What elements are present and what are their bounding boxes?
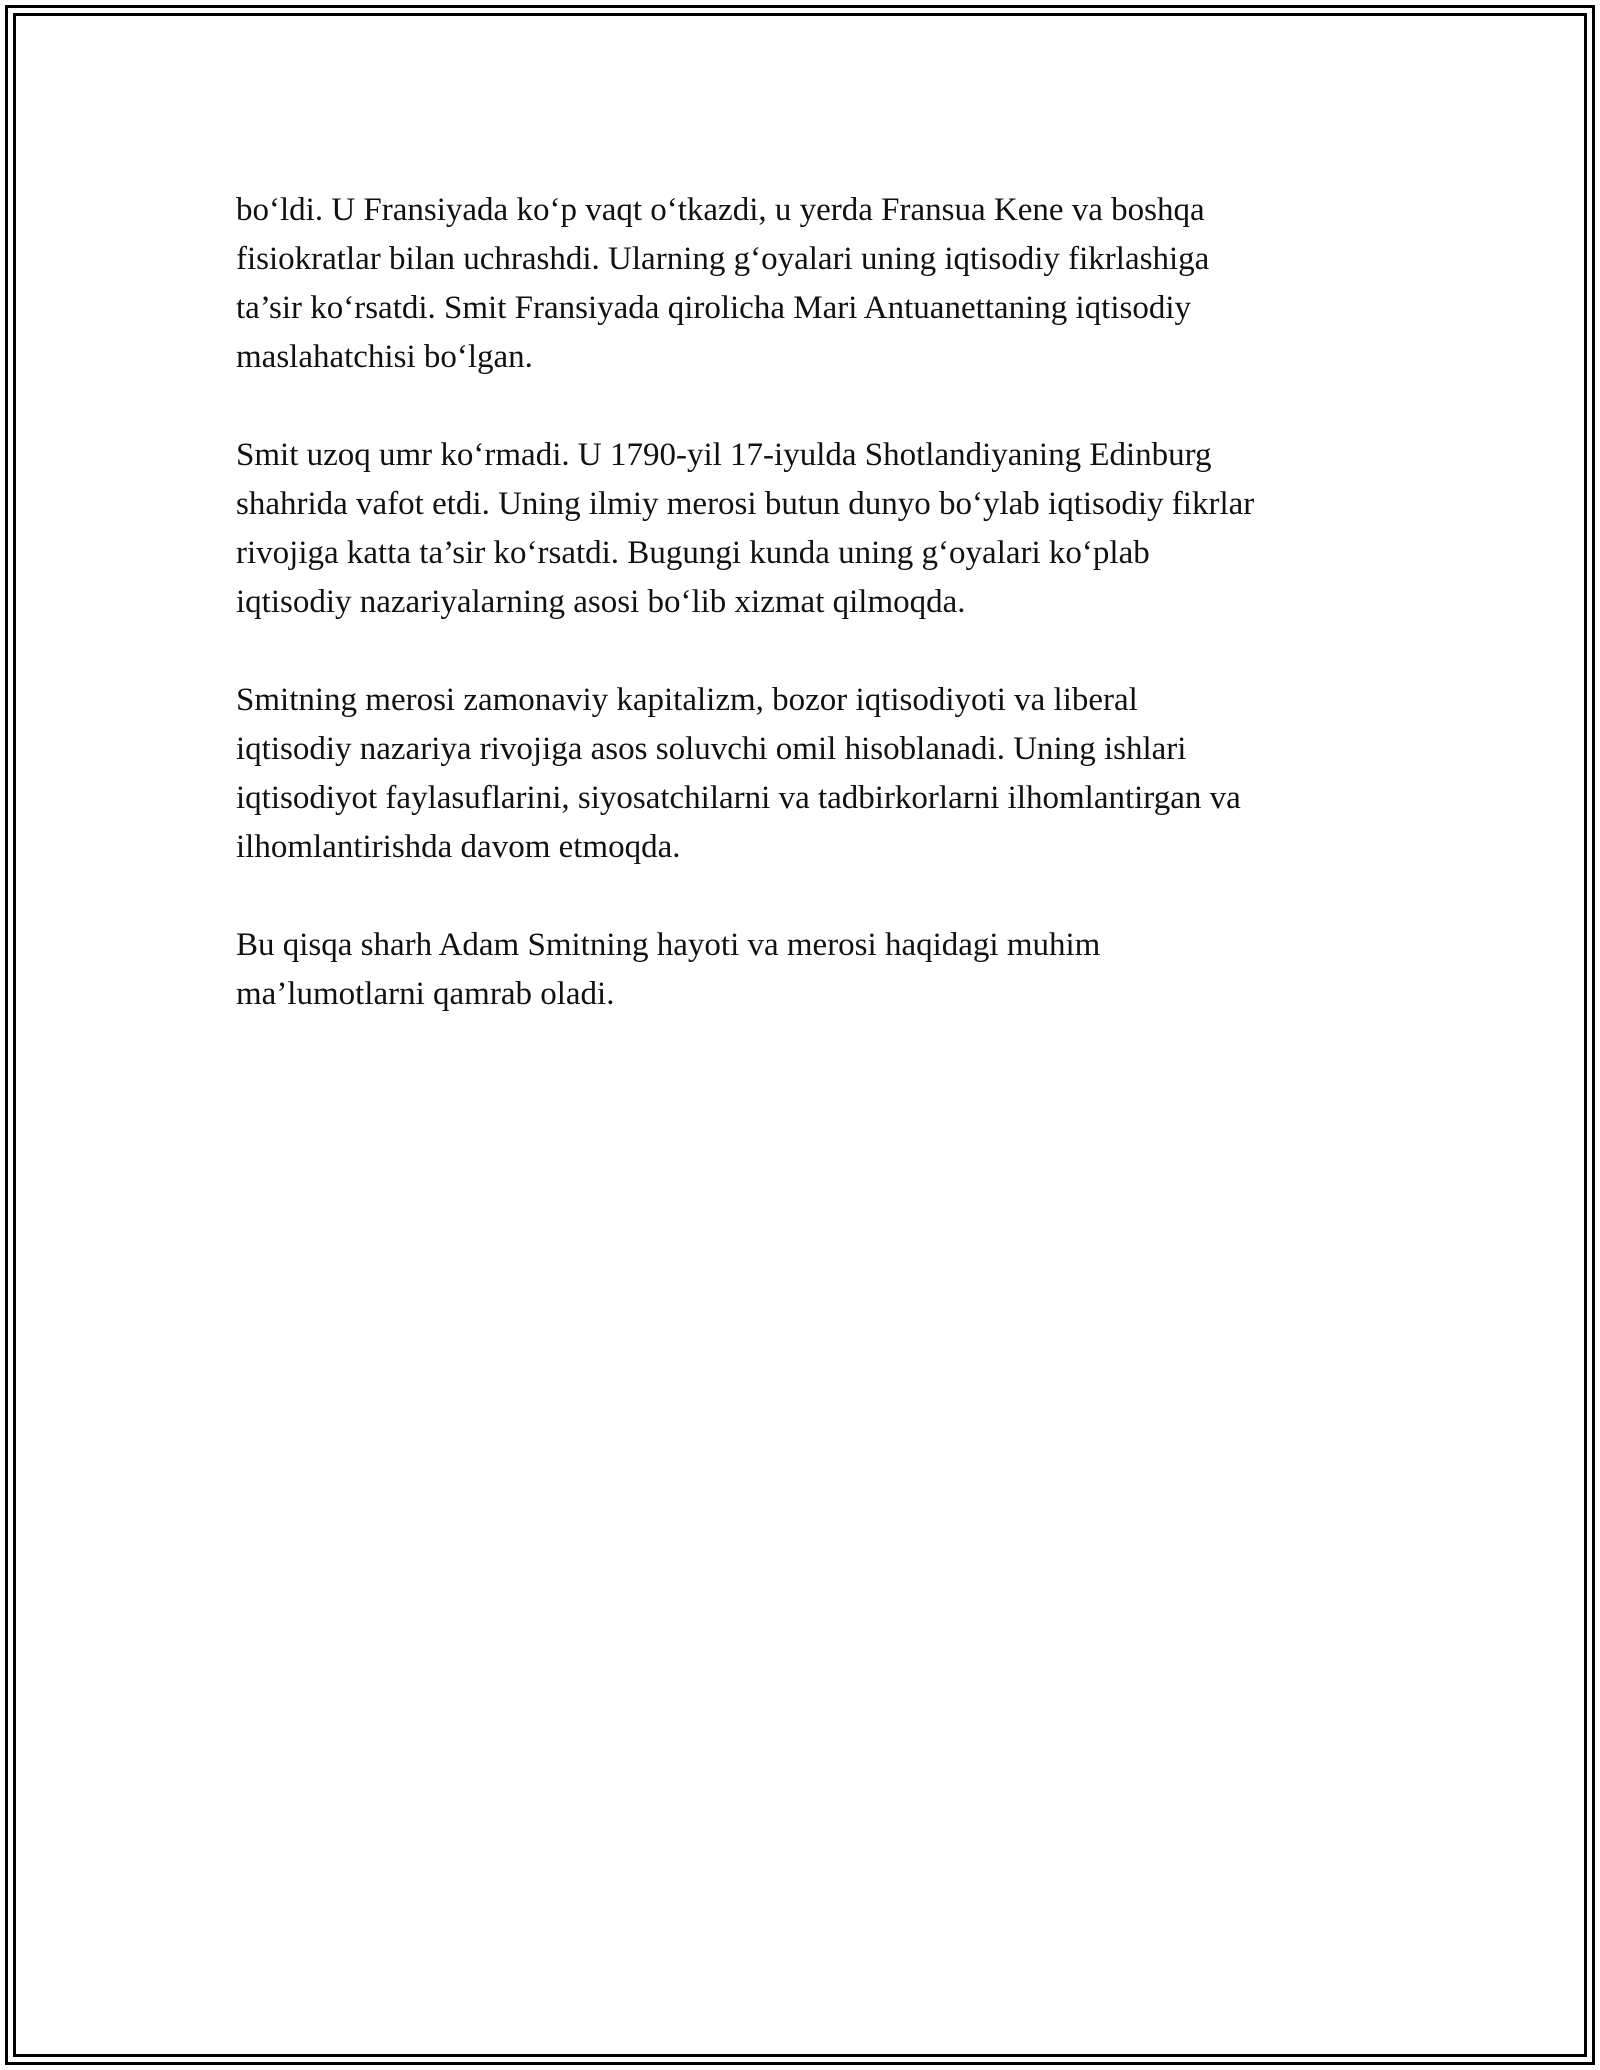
paragraph-2 xyxy=(236,431,1376,627)
paragraph-line: iqtisodiyot faylasuflarini, siyosatchilarni va tadbirkorlarni ilhomlantirgan va xyxy=(236,780,1241,816)
paragraph-line: Bu qisqa sharh Adam Smitning hayoti va merosi haqidagi muhim xyxy=(236,927,1101,963)
paragraph-line: bo‘ldi. U Fransiyada ko‘p vaqt o‘tkazdi, u yerda Fransua Kene va boshqa xyxy=(236,192,1205,228)
paragraph-line: Smit uzoq umr ko‘rmadi. U 1790-yil 17-iyulda Shotlandiyaning Edinburg xyxy=(236,437,1212,473)
paragraph-line: rivojiga katta ta’sir ko‘rsatdi. Bugungi kunda uning g‘oyalari ko‘plab xyxy=(236,535,1150,571)
paragraph-line: Smitning merosi zamonaviy kapitalizm, bozor iqtisodiyoti va liberal xyxy=(236,682,1138,718)
paragraph-line: maslahatchisi bo‘lgan. xyxy=(236,339,533,375)
paragraph-line: iqtisodiy nazariyalarning asosi bo‘lib xizmat qilmoqda. xyxy=(236,584,966,620)
paragraph-line: fisiokratlar bilan uchrashdi. Ularning g‘oyalari uning iqtisodiy fikrlashiga xyxy=(236,241,1210,277)
paragraph-line: ta’sir ko‘rsatdi. Smit Fransiyada qirolicha Mari Antuanettaning iqtisodiy xyxy=(236,290,1192,326)
paragraph-line: iqtisodiy nazariya rivojiga asos soluvchi omil hisoblanadi. Uning ishlari xyxy=(236,731,1187,767)
document-body xyxy=(236,186,1376,1068)
paragraph-4 xyxy=(236,921,1376,1019)
paragraph-line: shahrida vafot etdi. Uning ilmiy merosi butun dunyo bo‘ylab iqtisodiy fikrlar xyxy=(236,486,1255,522)
paragraph-1 xyxy=(236,186,1376,382)
paragraph-3 xyxy=(236,676,1376,872)
paragraph-line: ma’lumotlarni qamrab oladi. xyxy=(236,976,615,1012)
paragraph-line: ilhomlantirishda davom etmoqda. xyxy=(236,829,681,865)
